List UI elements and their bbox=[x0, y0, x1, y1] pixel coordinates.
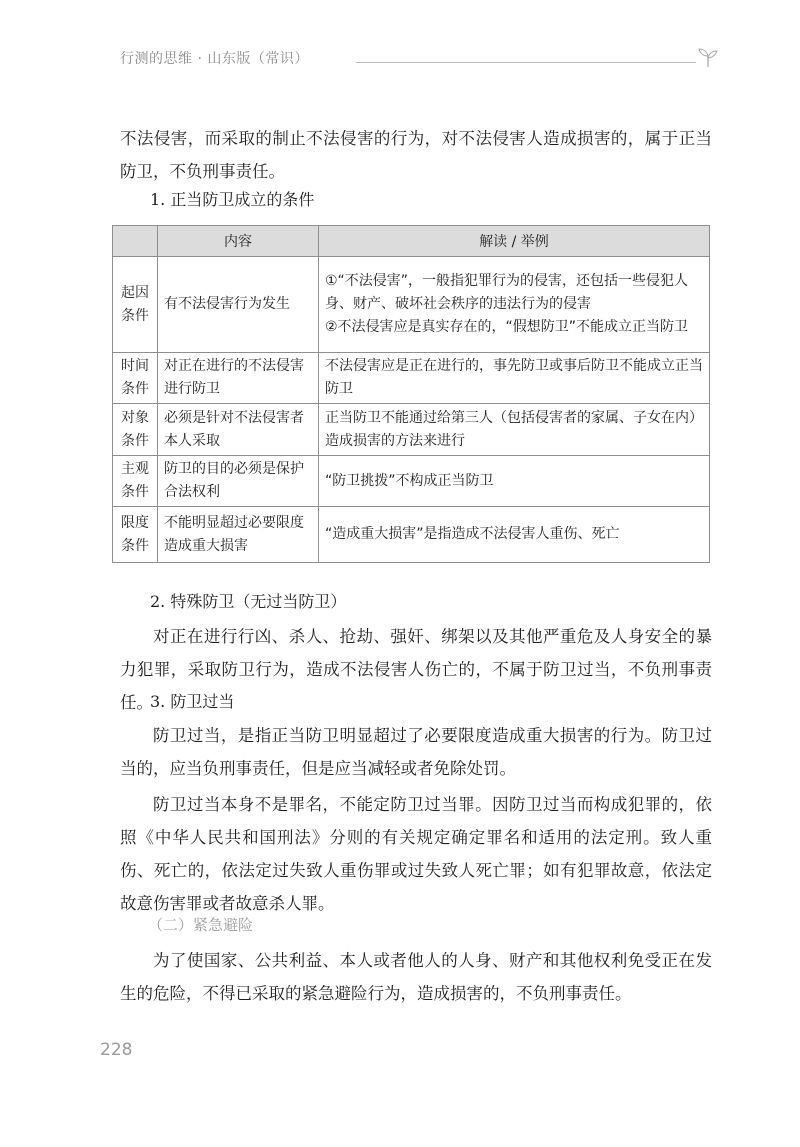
condition-content: 不能明显超过必要限度造成重大损害 bbox=[158, 507, 319, 563]
table-row bbox=[113, 404, 710, 456]
table-row bbox=[113, 353, 710, 404]
condition-explanation: ①“不法侵害”，一般指犯罪行为的侵害，还包括一些侵犯人身、财产、破坏社会秩序的违法行为的侵害 ②不法侵害应是真实存在的，“假想防卫”不能成立正当防卫 bbox=[319, 257, 710, 353]
subsection-paragraph: 为了使国家、公共利益、本人或者他人的人身、财产和其他权利免受正在发生的危险，不得已采取的紧急避险行为，造成损害的，不负刑事责任。 bbox=[120, 951, 712, 1003]
condition-label: 对象 条件 bbox=[113, 404, 158, 456]
condition-content: 必须是针对不法侵害者本人采取 bbox=[158, 404, 319, 456]
sprout-icon bbox=[696, 46, 720, 68]
intro-paragraph: 不法侵害，而采取的制止不法侵害的行为，对不法侵害人造成损害的，属于正当防卫，不负刑事责任。 bbox=[120, 129, 712, 181]
table-header-cell bbox=[113, 226, 158, 257]
header-rule bbox=[356, 62, 696, 63]
page-number: 228 bbox=[100, 1040, 133, 1060]
condition-label: 限度 条件 bbox=[113, 507, 158, 563]
section-3-heading: 3. 防卫过当 bbox=[150, 692, 235, 711]
subsection-heading: （二）紧急避险 bbox=[148, 916, 254, 934]
condition-explanation: “造成重大损害”是指造成不法侵害人重伤、死亡 bbox=[319, 507, 710, 563]
condition-content: 对正在进行的不法侵害进行防卫 bbox=[158, 353, 319, 404]
conditions-table bbox=[112, 225, 710, 563]
table-header-cell: 内容 bbox=[158, 226, 319, 257]
section-3-paragraph-1: 防卫过当，是指正当防卫明显超过了必要限度造成重大损害的行为。防卫过当的，应当负刑事责任，但是应当减轻或者免除处罚。 bbox=[120, 726, 712, 778]
section-2-paragraph: 对正在进行行凶、杀人、抢劫、强奸、绑架以及其他严重危及人身安全的暴力犯罪，采取防卫行为，造成不法侵害人伤亡的，不属于防卫过当，不负刑事责任。 bbox=[120, 627, 712, 712]
section-2-heading: 2. 特殊防卫（无过当防卫） bbox=[150, 592, 347, 611]
condition-explanation: 不法侵害应是正在进行的，事先防卫或事后防卫不能成立正当防卫 bbox=[319, 353, 710, 404]
condition-explanation: “防卫挑拨”不构成正当防卫 bbox=[319, 456, 710, 507]
table-row bbox=[113, 456, 710, 507]
section-1-heading: 1. 正当防卫成立的条件 bbox=[150, 190, 315, 209]
table-header-cell: 解读 / 举例 bbox=[319, 226, 710, 257]
table-row bbox=[113, 507, 710, 563]
table-row bbox=[113, 257, 710, 353]
condition-label: 时间 条件 bbox=[113, 353, 158, 404]
section-3-paragraph-2: 防卫过当本身不是罪名，不能定防卫过当罪。因防卫过当而构成犯罪的，依照《中华人民共和国刑法》分则的有关规定确定罪名和适用的法定刑。致人重伤、死亡的，依法定过失致人重伤罪或过失致人死亡罪；如有犯罪故意，依法定故意伤害罪或者故意杀人罪。 bbox=[120, 795, 712, 913]
condition-content: 有不法侵害行为发生 bbox=[158, 257, 319, 353]
condition-label: 起因 条件 bbox=[113, 257, 158, 353]
running-header bbox=[120, 46, 720, 70]
condition-content: 防卫的目的必须是保护合法权利 bbox=[158, 456, 319, 507]
condition-explanation: 正当防卫不能通过给第三人（包括侵害者的家属、子女在内）造成损害的方法来进行 bbox=[319, 404, 710, 456]
running-title: 行测的思维 · 山东版（常识） bbox=[120, 51, 309, 67]
table-header-row bbox=[113, 226, 710, 257]
condition-label: 主观 条件 bbox=[113, 456, 158, 507]
